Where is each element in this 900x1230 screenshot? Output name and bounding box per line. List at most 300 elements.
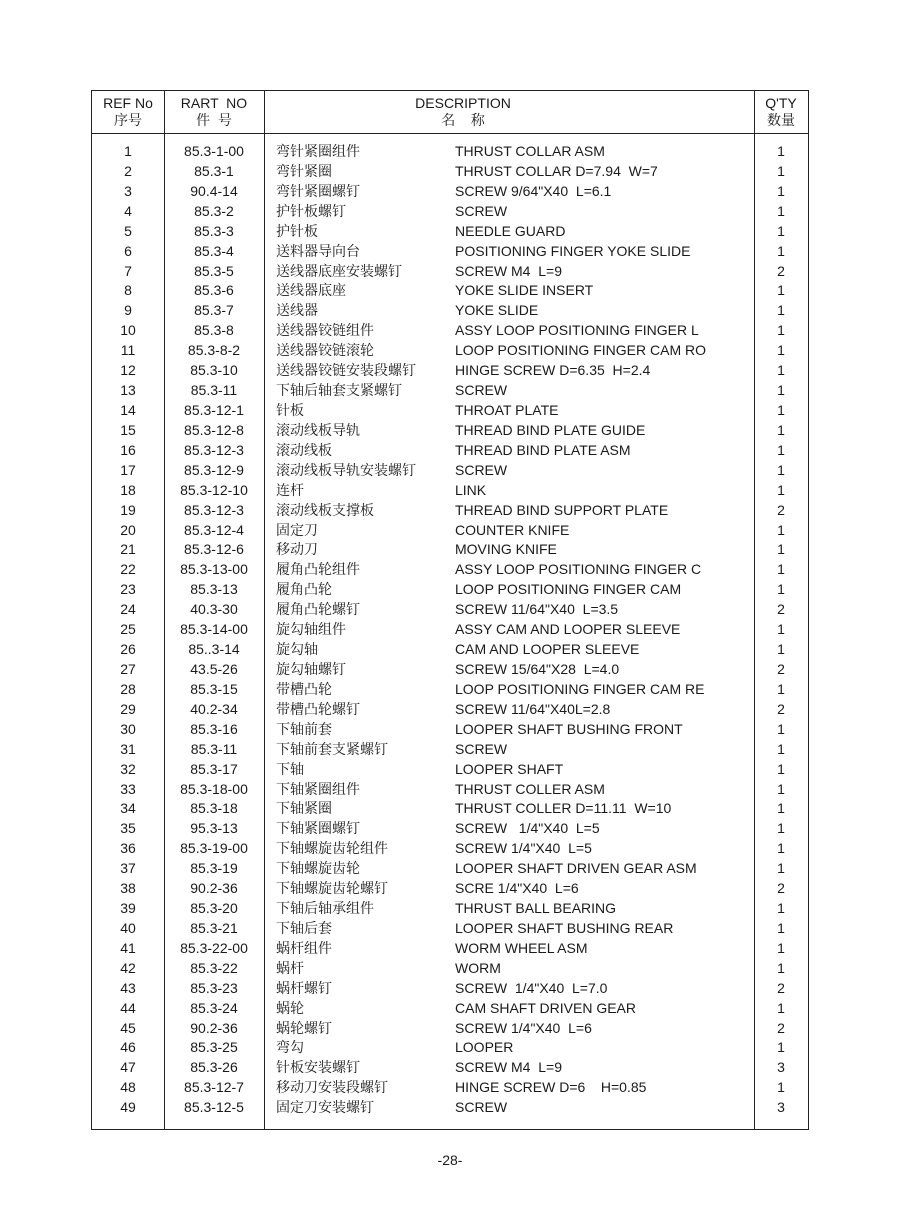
table-row [92, 1058, 808, 1078]
ref-number: 22 [120, 561, 136, 578]
description: LOOPER SHAFT BUSHING REAR [455, 919, 674, 936]
table-row [92, 839, 808, 859]
table-row [92, 859, 808, 879]
ref-number: 47 [120, 1059, 136, 1076]
header-qty [754, 95, 808, 129]
part-number: 85.3-19-00 [180, 840, 248, 857]
part-number: 85.3-12-8 [184, 421, 244, 438]
chinese-name: 护针板 [276, 222, 318, 239]
chinese-name: 蜗杆 [276, 959, 304, 976]
quantity: 1 [777, 342, 785, 359]
ref-number: 4 [124, 202, 132, 219]
table-row [92, 640, 808, 660]
chinese-name: 旋勾轴组件 [276, 621, 346, 638]
chinese-name: 带槽凸轮 [276, 680, 332, 697]
quantity: 1 [777, 362, 785, 379]
part-number: 85.3-12-7 [184, 1079, 244, 1096]
ref-number: 20 [120, 521, 136, 538]
table-row [92, 999, 808, 1019]
description: THREAD BIND SUPPORT PLATE [455, 501, 669, 518]
part-number: 85.3-3 [194, 222, 234, 239]
header-description [264, 95, 754, 129]
quantity: 1 [777, 740, 785, 757]
description: THRUST COLLER ASM [455, 780, 605, 797]
quantity: 1 [777, 521, 785, 538]
table-row [92, 1098, 808, 1118]
chinese-name: 送线器铰链安装段螺钉 [276, 362, 416, 379]
quantity: 1 [777, 541, 785, 558]
ref-number: 39 [120, 900, 136, 917]
ref-number: 34 [120, 800, 136, 817]
header-part [164, 95, 264, 129]
part-number: 40.2-34 [190, 700, 238, 717]
chinese-name: 履角凸轮组件 [276, 561, 360, 578]
chinese-name: 针板 [276, 401, 304, 418]
description: THRUST COLLAR ASM [455, 143, 605, 159]
description: LOOPER SHAFT [455, 760, 564, 777]
chinese-name: 滚动线板支撑板 [276, 501, 374, 518]
part-number: 85.3-12-6 [184, 541, 244, 558]
chinese-name: 下轴紧圈组件 [276, 780, 360, 797]
ref-number: 27 [120, 660, 136, 677]
description: THRUST COLLAR D=7.94 W=7 [455, 162, 658, 179]
chinese-name: 下轴后套 [276, 919, 332, 936]
quantity: 1 [777, 939, 785, 956]
ref-number: 38 [120, 880, 136, 897]
ref-number: 14 [120, 401, 136, 418]
table-row [92, 1078, 808, 1098]
chinese-name: 弯针紧圈螺钉 [276, 182, 360, 199]
part-number: 85.3-19 [190, 860, 238, 877]
description: CAM SHAFT DRIVEN GEAR [455, 999, 636, 1016]
table-row [92, 919, 808, 939]
quantity: 1 [777, 143, 785, 159]
ref-number: 28 [120, 680, 136, 697]
table-row [92, 301, 808, 321]
quantity: 1 [777, 641, 785, 658]
description: THRUST BALL BEARING [455, 900, 617, 917]
table-row [92, 401, 808, 421]
part-number: 85.3-26 [190, 1059, 238, 1076]
description: SCRE 1/4"X40 L=6 [455, 880, 579, 897]
ref-number: 46 [120, 1039, 136, 1056]
description: CAM AND LOOPER SLEEVE [455, 641, 640, 658]
table-row [92, 321, 808, 341]
chinese-name: 送线器底座 [276, 282, 346, 299]
table-row [92, 341, 808, 361]
quantity: 1 [777, 820, 785, 837]
part-number: 85.3-8 [194, 322, 234, 339]
quantity: 1 [777, 919, 785, 936]
part-number: 85.3-8-2 [187, 342, 241, 359]
header-desc-cn: 名 称 [441, 112, 485, 128]
description: SCREW 1/4"X40 L=5 [455, 840, 592, 857]
ref-number: 23 [120, 581, 136, 598]
part-number: 85.3-25 [190, 1039, 238, 1056]
part-number: 85.3-12-10 [180, 481, 248, 498]
part-number: 85.3-12-3 [184, 441, 244, 458]
chinese-name: 护针板螺钉 [276, 202, 346, 219]
quantity: 1 [777, 840, 785, 857]
table-row [92, 1019, 808, 1039]
part-number: 43.5-26 [190, 660, 238, 677]
table-row [92, 899, 808, 919]
quantity: 2 [777, 660, 785, 677]
ref-number: 40 [120, 919, 136, 936]
quantity: 2 [777, 501, 785, 518]
chinese-name: 旋勾轴螺钉 [276, 660, 346, 677]
description: SCREW [455, 1099, 508, 1116]
chinese-name: 送线器铰链组件 [276, 322, 374, 339]
chinese-name: 下轴前套 [276, 720, 332, 737]
ref-number: 43 [120, 979, 136, 996]
chinese-name: 送料器导向台 [276, 242, 360, 259]
ref-number: 24 [120, 601, 136, 618]
quantity: 1 [777, 302, 785, 319]
ref-number: 35 [120, 820, 136, 837]
ref-number: 31 [120, 740, 136, 757]
quantity: 2 [777, 880, 785, 897]
table-row [92, 461, 808, 481]
chinese-name: 弯勾 [276, 1039, 304, 1056]
description: ASSY LOOP POSITIONING FINGER L [455, 322, 699, 339]
table-row [92, 421, 808, 441]
quantity: 1 [777, 760, 785, 777]
chinese-name: 履角凸轮 [276, 581, 332, 598]
ref-number: 3 [124, 182, 132, 199]
chinese-name: 针板安装螺钉 [276, 1059, 360, 1076]
chinese-name: 蜗杆螺钉 [276, 979, 332, 996]
description: THRUST COLLER D=11.11 W=10 [455, 800, 672, 817]
part-number: 95.3-13 [190, 820, 238, 837]
description: SCREW [455, 740, 508, 757]
table-row [92, 740, 808, 760]
ref-number: 9 [124, 302, 132, 319]
chinese-name: 下轴后轴套支紧螺钉 [276, 382, 402, 399]
chinese-name: 滚动线板导轨安装螺钉 [276, 461, 416, 478]
description: COUNTER KNIFE [455, 521, 570, 538]
table-row [92, 222, 808, 242]
description: SCREW M4 L=9 [455, 1059, 562, 1076]
header-qty-cn: 数量 [767, 112, 795, 128]
table-row [92, 760, 808, 780]
description: SCREW 15/64"X28 L=4.0 [455, 660, 620, 677]
chinese-name: 蜗轮螺钉 [276, 1019, 332, 1036]
ref-number: 41 [120, 939, 136, 956]
chinese-name: 下轴螺旋齿轮组件 [276, 840, 388, 857]
header-ref-cn: 序号 [114, 112, 142, 128]
quantity: 1 [777, 322, 785, 339]
table-row [92, 560, 808, 580]
ref-number: 49 [120, 1099, 136, 1116]
description: LOOP POSITIONING FINGER CAM RE [455, 680, 705, 697]
part-number: 85.3-1 [194, 162, 234, 179]
part-number: 85.3-12-4 [184, 521, 244, 538]
chinese-name: 蜗轮 [276, 999, 304, 1016]
chinese-name: 送线器底座安装螺钉 [276, 262, 402, 279]
part-number: 85.3-7 [194, 302, 234, 319]
ref-number: 6 [124, 242, 132, 259]
quantity: 1 [777, 999, 785, 1016]
quantity: 3 [777, 1059, 785, 1076]
ref-number: 8 [124, 282, 132, 299]
part-number: 90.2-36 [190, 880, 238, 897]
description: ASSY CAM AND LOOPER SLEEVE [455, 621, 681, 638]
quantity: 1 [777, 800, 785, 817]
table-row [92, 501, 808, 521]
quantity: 1 [777, 202, 785, 219]
quantity: 1 [777, 561, 785, 578]
quantity: 1 [777, 959, 785, 976]
description: POSITIONING FINGER YOKE SLIDE [455, 242, 691, 259]
ref-number: 15 [120, 421, 136, 438]
quantity: 3 [777, 1099, 785, 1116]
table-row [92, 879, 808, 899]
ref-number: 26 [120, 641, 136, 658]
chinese-name: 下轴后轴承组件 [276, 900, 374, 917]
part-number: 85.3-11 [190, 382, 238, 399]
quantity: 2 [777, 601, 785, 618]
description: ASSY LOOP POSITIONING FINGER C [455, 561, 702, 578]
part-number: 85.3-22 [190, 959, 238, 976]
chinese-name: 带槽凸轮螺钉 [276, 700, 360, 717]
quantity: 2 [777, 1019, 785, 1036]
header-qty-en: Q'TY [765, 95, 797, 111]
quantity: 2 [777, 262, 785, 279]
ref-number: 36 [120, 840, 136, 857]
chinese-name: 送线器铰链滚轮 [276, 342, 374, 359]
page-number: -28- [437, 1152, 463, 1168]
header-ref-en: REF No [103, 95, 153, 111]
part-number: 85.3-4 [194, 242, 234, 259]
description: LOOPER SHAFT BUSHING FRONT [455, 720, 683, 737]
header-desc-en: DESCRIPTION [415, 95, 511, 111]
part-number: 85.3-2 [194, 202, 234, 219]
ref-number: 32 [120, 760, 136, 777]
quantity: 1 [777, 780, 785, 797]
table-row [92, 441, 808, 461]
table-row [92, 720, 808, 740]
part-number: 85.3-23 [190, 979, 238, 996]
part-number: 85.3-12-3 [184, 501, 244, 518]
table-row [92, 202, 808, 222]
part-number: 85.3-10 [190, 362, 238, 379]
part-number: 85.3-12-9 [184, 461, 244, 478]
table-row [92, 600, 808, 620]
table-row [92, 1038, 808, 1058]
description: YOKE SLIDE [455, 302, 539, 319]
quantity: 1 [777, 581, 785, 598]
table-row [92, 242, 808, 262]
chinese-name: 连杆 [276, 481, 304, 498]
quantity: 1 [777, 242, 785, 259]
description: LINK [455, 481, 487, 498]
quantity: 1 [777, 900, 785, 917]
ref-number: 44 [120, 999, 136, 1016]
part-number: 85.3-11 [190, 740, 238, 757]
table-row [92, 381, 808, 401]
part-number: 85.3-6 [194, 282, 234, 299]
chinese-name: 送线器 [276, 302, 318, 319]
chinese-name: 下轴前套支紧螺钉 [276, 740, 388, 757]
part-number: 85.3-12-5 [184, 1099, 244, 1116]
table-row [92, 521, 808, 541]
description: SCREW [455, 461, 508, 478]
part-number: 85.3-20 [190, 900, 238, 917]
part-number: 85..3-14 [188, 641, 240, 658]
quantity: 1 [777, 182, 785, 199]
ref-number: 19 [120, 501, 136, 518]
description: NEEDLE GUARD [455, 222, 566, 239]
chinese-name: 下轴螺旋齿轮 [276, 860, 360, 877]
chinese-name: 下轴紧圈螺钉 [276, 820, 360, 837]
quantity: 1 [777, 441, 785, 458]
chinese-name: 弯针紧圈组件 [276, 143, 360, 159]
description: HINGE SCREW D=6 H=0.85 [455, 1079, 647, 1096]
table-row [92, 580, 808, 600]
chinese-name: 蜗杆组件 [276, 939, 332, 956]
part-number: 85.3-18 [190, 800, 238, 817]
description: LOOPER SHAFT DRIVEN GEAR ASM [455, 860, 697, 877]
table-row [92, 700, 808, 720]
ref-number: 37 [120, 860, 136, 877]
quantity: 1 [777, 481, 785, 498]
table-row [92, 262, 808, 282]
table-row [92, 142, 808, 162]
part-number: 85.3-17 [190, 760, 238, 777]
part-number: 90.2-36 [190, 1019, 238, 1036]
quantity: 2 [777, 700, 785, 717]
ref-number: 42 [120, 959, 136, 976]
chinese-name: 移动刀 [276, 541, 318, 558]
table-row [92, 281, 808, 301]
chinese-name: 固定刀安装螺钉 [276, 1099, 374, 1116]
quantity: 1 [777, 680, 785, 697]
table-row [92, 162, 808, 182]
ref-number: 1 [124, 143, 132, 159]
description: WORM WHEEL ASM [455, 939, 588, 956]
description: THROAT PLATE [455, 401, 559, 418]
table-row [92, 979, 808, 999]
ref-number: 25 [120, 621, 136, 638]
description: SCREW 9/64"X40 L=6.1 [455, 182, 612, 199]
chinese-name: 下轴 [276, 760, 304, 777]
header-part-cn: 件 号 [196, 112, 232, 128]
ref-number: 16 [120, 441, 136, 458]
ref-number: 12 [120, 362, 136, 379]
ref-number: 18 [120, 481, 136, 498]
table-body [92, 142, 808, 1118]
description: LOOP POSITIONING FINGER CAM RO [455, 342, 706, 359]
table-row [92, 799, 808, 819]
description: SCREW [455, 382, 508, 399]
header-ref [92, 95, 164, 129]
table-row [92, 959, 808, 979]
part-number: 85.3-14-00 [180, 621, 248, 638]
table-row [92, 819, 808, 839]
ref-number: 29 [120, 700, 136, 717]
chinese-name: 下轴螺旋齿轮螺钉 [276, 880, 388, 897]
table-row [92, 939, 808, 959]
ref-number: 48 [120, 1079, 136, 1096]
chinese-name: 固定刀 [276, 521, 318, 538]
quantity: 1 [777, 1039, 785, 1056]
part-number: 85.3-5 [194, 262, 234, 279]
description: SCREW M4 L=9 [455, 262, 562, 279]
ref-number: 7 [124, 262, 132, 279]
quantity: 1 [777, 621, 785, 638]
ref-number: 10 [120, 322, 136, 339]
quantity: 1 [777, 401, 785, 418]
table-row [92, 361, 808, 381]
ref-number: 45 [120, 1019, 136, 1036]
ref-number: 33 [120, 780, 136, 797]
table-row [92, 660, 808, 680]
table-row [92, 620, 808, 640]
part-number: 85.3-13 [190, 581, 238, 598]
quantity: 1 [777, 461, 785, 478]
header-part-en: RART NO [180, 95, 248, 111]
quantity: 1 [777, 860, 785, 877]
part-number: 90.4-14 [190, 182, 238, 199]
quantity: 1 [777, 222, 785, 239]
description: MOVING KNIFE [455, 541, 557, 558]
table-row [92, 780, 808, 800]
part-number: 85.3-15 [190, 680, 238, 697]
ref-number: 30 [120, 720, 136, 737]
quantity: 2 [777, 979, 785, 996]
description: LOOPER [455, 1039, 514, 1056]
part-number: 85.3-21 [190, 919, 238, 936]
quantity: 1 [777, 282, 785, 299]
part-number: 85.3-12-1 [184, 401, 244, 418]
part-number: 85.3-16 [190, 720, 238, 737]
description: SCREW 11/64"X40 L=3.5 [455, 601, 619, 618]
table-row [92, 481, 808, 501]
description: SCREW 1/4"X40 L=6 [455, 1019, 592, 1036]
ref-number: 2 [124, 162, 132, 179]
ref-number: 13 [120, 382, 136, 399]
part-number: 40.3-30 [190, 601, 238, 618]
chinese-name: 弯针紧圈 [276, 162, 332, 179]
description: SCREW [455, 202, 508, 219]
description: THREAD BIND PLATE GUIDE [455, 421, 646, 438]
chinese-name: 移动刀安装段螺钉 [276, 1079, 388, 1096]
table-row [92, 540, 808, 560]
quantity: 1 [777, 421, 785, 438]
ref-number: 5 [124, 222, 132, 239]
chinese-name: 旋勾轴 [276, 641, 318, 658]
part-number: 85.3-22-00 [180, 939, 248, 956]
parts-table [91, 90, 809, 1130]
table-row [92, 182, 808, 202]
quantity: 1 [777, 1079, 785, 1096]
quantity: 1 [777, 720, 785, 737]
quantity: 1 [777, 382, 785, 399]
quantity: 1 [777, 162, 785, 179]
part-number: 85.3-18-00 [180, 780, 248, 797]
part-number: 85.3-24 [190, 999, 238, 1016]
description: THREAD BIND PLATE ASM [455, 441, 631, 458]
description: WORM [455, 959, 501, 976]
description: SCREW 11/64"X40L=2.8 [455, 700, 611, 717]
description: HINGE SCREW D=6.35 H=2.4 [455, 362, 651, 379]
part-number: 85.3-13-00 [180, 561, 248, 578]
chinese-name: 下轴紧圈 [276, 800, 332, 817]
chinese-name: 滚动线板导轨 [276, 421, 360, 438]
header-divider [92, 133, 808, 134]
description: YOKE SLIDE INSERT [455, 282, 594, 299]
